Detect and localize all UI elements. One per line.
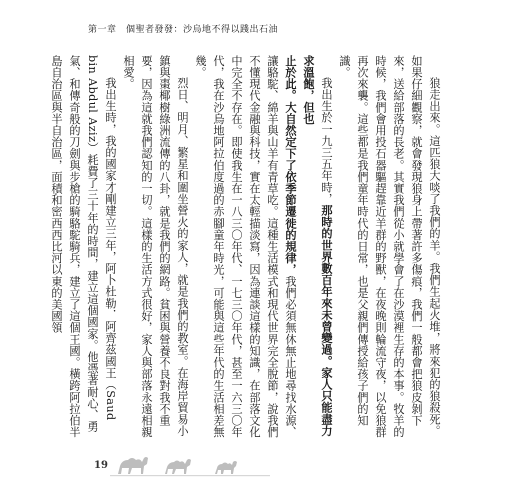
paragraph-text: 狼走出來。這匹狼大啖了我們的羊。我們生起火堆，將來犯的狼殺死。如果仔細觀察，就會發現狼身上帶著許多傷痕，我們一般都會把狼皮剝下來，送給部落的長老。其實我們從小就學會了在沙漠裡生存的本事。牧羊的時候，我們會用投石器驅趕靠近羊群的野獸，在夜晚則輪流守夜，以免狼群再次來襲。這些都是我們童年時代的日常，也是父親們傳授給孩子們的知識。 xyxy=(338,55,441,438)
paragraph xyxy=(335,55,443,440)
paragraph-text: ）耗費了三十年的時間，建立這個國家。他憑著耐心、勇氣、和傳奇般的刀劍與步槍的騎駱駝騎兵，建立了這個王國。橫跨阿拉伯半島自治區與半自治區，面積和密西西比河以東的美國領 xyxy=(50,55,99,438)
paragraph-text: 我們必須無休無止地尋找水源、讓駱駝、綿羊與山羊有青草吃。這種生活模式和現代世界完全脫節，說我們不懂現代金融與科技，實在太輕描淡寫，因為連談這樣的知識，在部落文化中完全不存在。即使我生在一八三〇年代、一七三〇年代，甚至一六三〇年代，我在沙烏地阿拉伯度過的赤腳童年時光，可能與這些年代的生活相差無幾。 xyxy=(194,55,297,438)
bold-text: 那時的世界數百年來未曾變過。家人只能盡力求溫飽，但也 xyxy=(302,55,333,437)
camel-caravan-icon xyxy=(110,448,270,478)
vertical-text-block xyxy=(50,55,443,440)
paragraph-text: 我出生於一九三五年時， xyxy=(320,77,333,205)
paragraph-text: 烈日、明月、繁星和圍坐營火的家人，就是我們的教室。在海岸貿易小鎮與棗椰樹綠洲流傳的八卦，就是我們的網路。貧困與營養不良對我不重要，因為這就我們認知的一切。這樣的生活方式很好，家人與部落永遠相親相愛。 xyxy=(122,55,189,438)
running-head: 第一章 個聖者發發：沙烏地不得以踐出石油 xyxy=(88,25,279,35)
paragraph-text: 我出生時，我的國家才剛建立三年，阿卜杜勒．阿齊茲國王（ xyxy=(104,77,117,391)
page-number: 19 xyxy=(94,460,108,471)
paragraph xyxy=(191,55,299,440)
paragraph xyxy=(299,55,335,440)
bold-text: 止於此。大自然定下了依季節遷徙的規律， xyxy=(284,55,297,276)
paragraph xyxy=(119,55,191,440)
paragraph xyxy=(47,55,119,440)
latin-name: Saud bin Abdul Aziz xyxy=(86,55,117,421)
